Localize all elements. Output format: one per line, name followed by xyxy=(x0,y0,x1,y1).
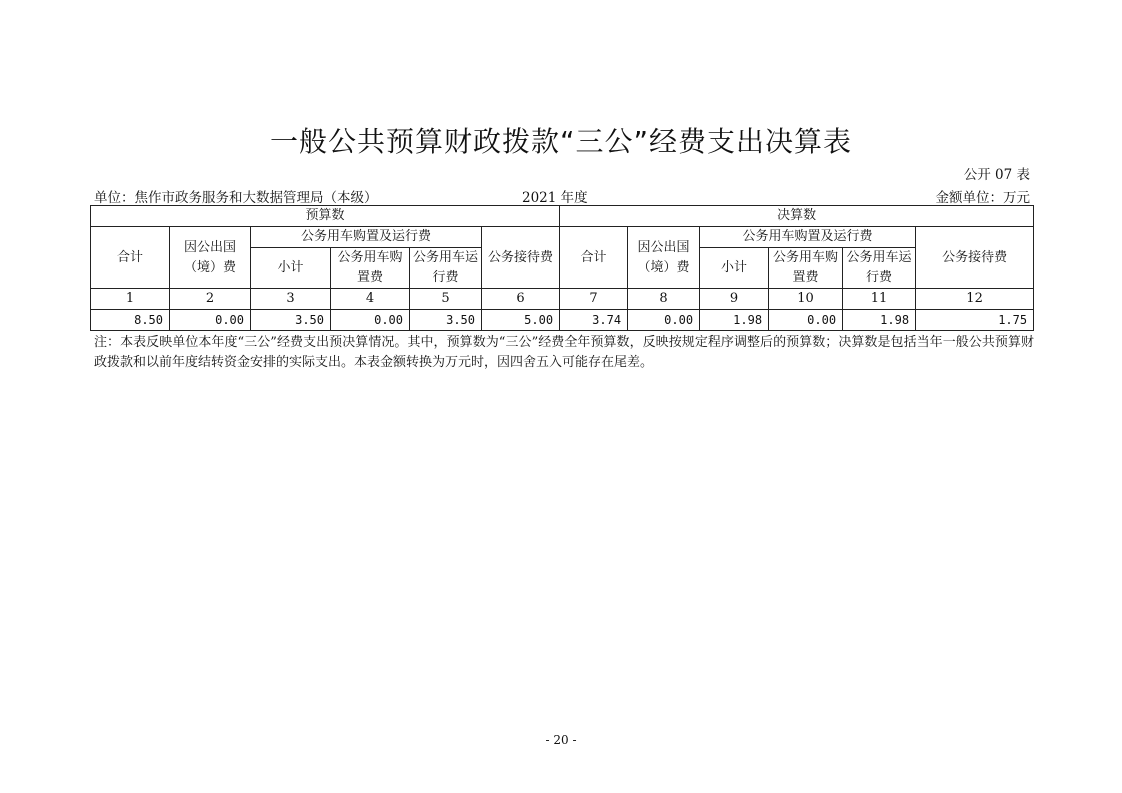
final-reception-header: 公务接待费 xyxy=(916,227,1034,289)
value-cell: 1.75 xyxy=(916,310,1034,331)
budget-reception-header: 公务接待费 xyxy=(482,227,560,289)
form-number: 公开 07 表 xyxy=(963,167,1030,183)
value-cell: 3.50 xyxy=(251,310,331,331)
value-cell: 0.00 xyxy=(331,310,410,331)
index-cell: 7 xyxy=(560,289,628,310)
value-cell: 0.00 xyxy=(769,310,843,331)
value-cell: 3.74 xyxy=(560,310,628,331)
reporting-unit: 单位：焦作市政务服务和大数据管理局（本级） xyxy=(94,190,378,206)
index-cell: 5 xyxy=(410,289,482,310)
index-cell: 12 xyxy=(916,289,1034,310)
index-cell: 9 xyxy=(700,289,769,310)
final-vehicle-purchase-header: 公务用车购置费 xyxy=(769,248,843,289)
index-cell: 8 xyxy=(628,289,700,310)
index-row xyxy=(91,289,1034,310)
index-cell: 11 xyxy=(843,289,916,310)
value-cell: 5.00 xyxy=(482,310,560,331)
budget-abroad-header: 因公出国（境）费 xyxy=(170,227,251,289)
final-group-header: 决算数 xyxy=(560,206,1034,227)
budget-vehicle-run-header: 公务用车运行费 xyxy=(410,248,482,289)
fiscal-year: 2021 年度 xyxy=(522,190,588,206)
final-subtotal-header: 小计 xyxy=(700,248,769,289)
final-vehicle-group-header: 公务用车购置及运行费 xyxy=(700,227,916,248)
value-cell: 1.98 xyxy=(700,310,769,331)
value-cell: 1.98 xyxy=(843,310,916,331)
budget-total-header: 合计 xyxy=(91,227,170,289)
budget-group-header: 预算数 xyxy=(91,206,560,227)
index-cell: 10 xyxy=(769,289,843,310)
page-number: - 20 - xyxy=(545,733,577,747)
index-cell: 4 xyxy=(331,289,410,310)
value-row xyxy=(91,310,1034,331)
index-cell: 6 xyxy=(482,289,560,310)
value-cell: 8.50 xyxy=(91,310,170,331)
value-cell: 0.00 xyxy=(170,310,251,331)
value-cell: 3.50 xyxy=(410,310,482,331)
budget-subtotal-header: 小计 xyxy=(251,248,331,289)
index-cell: 1 xyxy=(91,289,170,310)
index-cell: 3 xyxy=(251,289,331,310)
budget-vehicle-purchase-header: 公务用车购置费 xyxy=(331,248,410,289)
money-unit: 金额单位：万元 xyxy=(935,190,1030,206)
final-total-header: 合计 xyxy=(560,227,628,289)
final-vehicle-run-header: 公务用车运行费 xyxy=(843,248,916,289)
page-title: 一般公共预算财政拨款“三公”经费支出决算表 xyxy=(269,125,852,158)
final-abroad-header: 因公出国（境）费 xyxy=(628,227,700,289)
budget-vehicle-group-header: 公务用车购置及运行费 xyxy=(251,227,482,248)
value-cell: 0.00 xyxy=(628,310,700,331)
table-note: 注：本表反映单位本年度“三公”经费支出预决算情况。其中，预算数为“三公”经费全年预算数，反映按规定程序调整后的预算数；决算数是包括当年一般公共预算财政拨款和以前年度结转资金安排的实际支出。本表金额转换为万元时，因四舍五入可能存在尾差。 xyxy=(94,335,1034,370)
three-public-expense-table xyxy=(90,205,1034,331)
index-cell: 2 xyxy=(170,289,251,310)
